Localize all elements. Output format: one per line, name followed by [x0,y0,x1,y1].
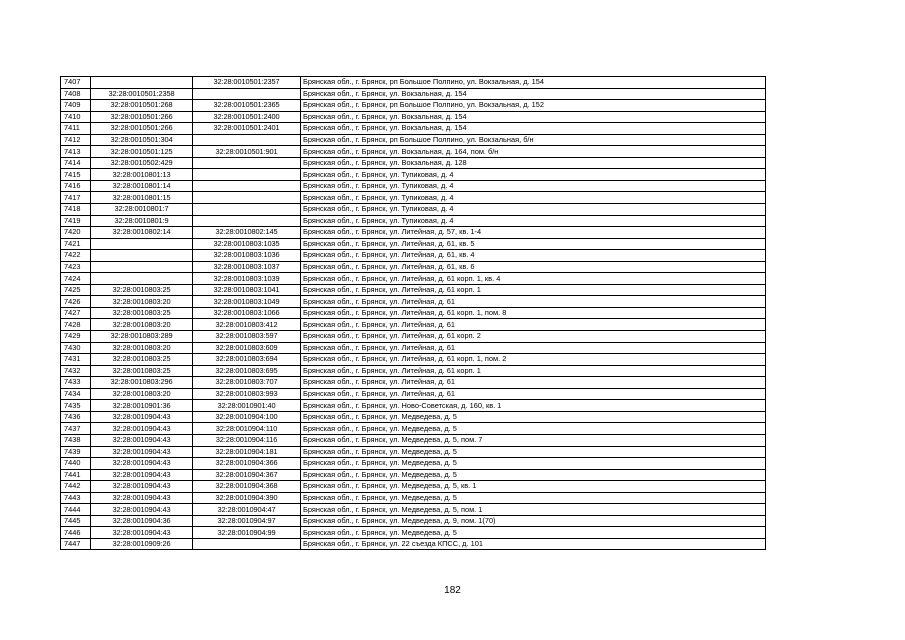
land-parcel-cadastral-cell: 32:28:0010904:36 [91,515,193,527]
land-parcel-cadastral-cell: 32:28:0010801:15 [91,192,193,204]
table-row [61,527,766,539]
land-parcel-cadastral-cell: 32:28:0010904:43 [91,411,193,423]
table-row [61,388,766,400]
table-row [61,250,766,262]
object-cadastral-cell: 32:28:0010501:2357 [193,77,301,89]
row-number-cell: 7418 [61,204,91,216]
row-number-cell: 7445 [61,515,91,527]
table-row [61,134,766,146]
address-cell: Брянская обл., г. Брянск, ул. Медведева, д. 5 [301,423,766,435]
object-cadastral-cell: 32:28:0010904:366 [193,458,301,470]
land-parcel-cadastral-cell: 32:28:0010803:296 [91,377,193,389]
land-parcel-cadastral-cell: 32:28:0010801:7 [91,204,193,216]
table-row [61,492,766,504]
land-parcel-cadastral-cell: 32:28:0010803:20 [91,342,193,354]
address-cell: Брянская обл., г. Брянск, ул. Вокзальная, д. 164, пом. б/н [301,146,766,158]
object-cadastral-cell: 32:28:0010501:2400 [193,111,301,123]
address-cell: Брянская обл., г. Брянск, ул. Тупиковая, д. 4 [301,215,766,227]
table-row [61,157,766,169]
address-cell: Брянская обл., г. Брянск, рп Большое Полпино, ул. Вокзальная, д. 154 [301,77,766,89]
row-number-cell: 7420 [61,227,91,239]
object-cadastral-cell: 32:28:0010904:390 [193,492,301,504]
address-cell: Брянская обл., г. Брянск, ул. Литейная, д. 61 [301,388,766,400]
row-number-cell: 7415 [61,169,91,181]
address-cell: Брянская обл., г. Брянск, ул. 22 съезда КПСС, д. 101 [301,538,766,550]
address-cell: Брянская обл., г. Брянск, ул. Тупиковая, д. 4 [301,192,766,204]
land-parcel-cadastral-cell: 32:28:0010803:25 [91,365,193,377]
table-row [61,238,766,250]
land-parcel-cadastral-cell: 32:28:0010501:268 [91,100,193,112]
table-row [61,469,766,481]
table-row [61,215,766,227]
table-row [61,504,766,516]
table-row [61,146,766,158]
land-parcel-cadastral-cell [91,238,193,250]
row-number-cell: 7407 [61,77,91,89]
object-cadastral-cell: 32:28:0010803:694 [193,354,301,366]
object-cadastral-cell: 32:28:0010803:1036 [193,250,301,262]
table-row [61,273,766,285]
address-cell: Брянская обл., г. Брянск, рп Большое Полпино, ул. Вокзальная, д. 152 [301,100,766,112]
address-cell: Брянская обл., г. Брянск, ул. Медведева, д. 5 [301,527,766,539]
table-row [61,446,766,458]
land-parcel-cadastral-cell: 32:28:0010904:43 [91,469,193,481]
object-cadastral-cell [193,180,301,192]
table-row [61,400,766,412]
page-number: 182 [444,585,461,596]
object-cadastral-cell [193,215,301,227]
table-row [61,261,766,273]
land-parcel-cadastral-cell: 32:28:0010501:2358 [91,88,193,100]
row-number-cell: 7428 [61,319,91,331]
land-parcel-cadastral-cell: 32:28:0010904:43 [91,527,193,539]
table-row [61,458,766,470]
row-number-cell: 7427 [61,307,91,319]
row-number-cell: 7422 [61,250,91,262]
property-table-body [61,77,766,550]
row-number-cell: 7447 [61,538,91,550]
object-cadastral-cell: 32:28:0010803:993 [193,388,301,400]
table-row [61,169,766,181]
land-parcel-cadastral-cell: 32:28:0010801:9 [91,215,193,227]
row-number-cell: 7430 [61,342,91,354]
address-cell: Брянская обл., г. Брянск, ул. Литейная, д. 61 [301,342,766,354]
address-cell: Брянская обл., г. Брянск, ул. Литейная, д. 61 корп. 1, пом. 8 [301,307,766,319]
row-number-cell: 7413 [61,146,91,158]
address-cell: Брянская обл., г. Брянск, рп Большое Полпино, ул. Вокзальная, б/н [301,134,766,146]
object-cadastral-cell: 32:28:0010803:1041 [193,284,301,296]
address-cell: Брянская обл., г. Брянск, ул. Литейная, д. 61 [301,377,766,389]
table-row [61,434,766,446]
address-cell: Брянская обл., г. Брянск, ул. Литейная, д. 61, кв. 4 [301,250,766,262]
table-row [61,377,766,389]
row-number-cell: 7431 [61,354,91,366]
address-cell: Брянская обл., г. Брянск, ул. Вокзальная, д. 154 [301,88,766,100]
address-cell: Брянская обл., г. Брянск, ул. Литейная, д. 61, кв. 6 [301,261,766,273]
table-row [61,411,766,423]
object-cadastral-cell: 32:28:0010803:1039 [193,273,301,285]
row-number-cell: 7440 [61,458,91,470]
object-cadastral-cell [193,538,301,550]
row-number-cell: 7441 [61,469,91,481]
land-parcel-cadastral-cell: 32:28:0010904:43 [91,446,193,458]
land-parcel-cadastral-cell: 32:28:0010904:43 [91,423,193,435]
table-row [61,365,766,377]
row-number-cell: 7437 [61,423,91,435]
object-cadastral-cell: 32:28:0010501:2401 [193,123,301,135]
address-cell: Брянская обл., г. Брянск, ул. Литейная, д. 61 [301,296,766,308]
address-cell: Брянская обл., г. Брянск, ул. Литейная, д. 61 [301,319,766,331]
object-cadastral-cell: 32:28:0010901:40 [193,400,301,412]
table-row [61,515,766,527]
object-cadastral-cell: 32:28:0010803:707 [193,377,301,389]
object-cadastral-cell: 32:28:0010803:1037 [193,261,301,273]
address-cell: Брянская обл., г. Брянск, ул. Ново-Советская, д. 160, кв. 1 [301,400,766,412]
address-cell: Брянская обл., г. Брянск, ул. Вокзальная, д. 154 [301,123,766,135]
row-number-cell: 7409 [61,100,91,112]
land-parcel-cadastral-cell [91,261,193,273]
row-number-cell: 7442 [61,481,91,493]
land-parcel-cadastral-cell: 32:28:0010904:43 [91,492,193,504]
land-parcel-cadastral-cell: 32:28:0010803:25 [91,354,193,366]
land-parcel-cadastral-cell: 32:28:0010801:14 [91,180,193,192]
table-row [61,180,766,192]
table-row [61,123,766,135]
table-row [61,192,766,204]
property-table [60,76,766,550]
row-number-cell: 7424 [61,273,91,285]
table-row [61,284,766,296]
object-cadastral-cell: 32:28:0010803:1066 [193,307,301,319]
address-cell: Брянская обл., г. Брянск, ул. Литейная, д. 57, кв. 1-4 [301,227,766,239]
land-parcel-cadastral-cell: 32:28:0010501:266 [91,123,193,135]
object-cadastral-cell: 32:28:0010904:100 [193,411,301,423]
address-cell: Брянская обл., г. Брянск, ул. Медведева, д. 9, пом. 1(70) [301,515,766,527]
land-parcel-cadastral-cell: 32:28:0010501:266 [91,111,193,123]
object-cadastral-cell: 32:28:0010803:609 [193,342,301,354]
address-cell: Брянская обл., г. Брянск, ул. Литейная, д. 61 корп. 1 [301,365,766,377]
object-cadastral-cell: 32:28:0010501:901 [193,146,301,158]
table-row [61,88,766,100]
address-cell: Брянская обл., г. Брянск, ул. Медведева, д. 5 [301,492,766,504]
land-parcel-cadastral-cell: 32:28:0010803:25 [91,307,193,319]
row-number-cell: 7438 [61,434,91,446]
address-cell: Брянская обл., г. Брянск, ул. Тупиковая, д. 4 [301,180,766,192]
land-parcel-cadastral-cell: 32:28:0010904:43 [91,481,193,493]
land-parcel-cadastral-cell: 32:28:0010803:20 [91,319,193,331]
address-cell: Брянская обл., г. Брянск, ул. Тупиковая, д. 4 [301,204,766,216]
address-cell: Брянская обл., г. Брянск, ул. Медведева, д. 5, пом. 1 [301,504,766,516]
object-cadastral-cell: 32:28:0010803:597 [193,331,301,343]
address-cell: Брянская обл., г. Брянск, ул. Медведева, д. 5 [301,469,766,481]
row-number-cell: 7433 [61,377,91,389]
land-parcel-cadastral-cell: 32:28:0010802:14 [91,227,193,239]
row-number-cell: 7436 [61,411,91,423]
land-parcel-cadastral-cell: 32:28:0010501:125 [91,146,193,158]
row-number-cell: 7434 [61,388,91,400]
table-row [61,296,766,308]
land-parcel-cadastral-cell: 32:28:0010803:289 [91,331,193,343]
object-cadastral-cell: 32:28:0010803:412 [193,319,301,331]
object-cadastral-cell [193,134,301,146]
table-row [61,342,766,354]
address-cell: Брянская обл., г. Брянск, ул. Медведева, д. 5 [301,411,766,423]
row-number-cell: 7443 [61,492,91,504]
row-number-cell: 7423 [61,261,91,273]
land-parcel-cadastral-cell: 32:28:0010803:20 [91,388,193,400]
row-number-cell: 7432 [61,365,91,377]
table-row [61,481,766,493]
object-cadastral-cell: 32:28:0010904:367 [193,469,301,481]
object-cadastral-cell: 32:28:0010904:99 [193,527,301,539]
address-cell: Брянская обл., г. Брянск, ул. Литейная, д. 61, кв. 5 [301,238,766,250]
address-cell: Брянская обл., г. Брянск, ул. Вокзальная, д. 154 [301,111,766,123]
table-row [61,319,766,331]
object-cadastral-cell: 32:28:0010803:1049 [193,296,301,308]
object-cadastral-cell [193,192,301,204]
object-cadastral-cell: 32:28:0010803:1035 [193,238,301,250]
table-row [61,307,766,319]
row-number-cell: 7419 [61,215,91,227]
land-parcel-cadastral-cell: 32:28:0010909:26 [91,538,193,550]
table-row [61,100,766,112]
land-parcel-cadastral-cell: 32:28:0010502:429 [91,157,193,169]
object-cadastral-cell: 32:28:0010904:116 [193,434,301,446]
table-row [61,423,766,435]
row-number-cell: 7444 [61,504,91,516]
row-number-cell: 7412 [61,134,91,146]
row-number-cell: 7435 [61,400,91,412]
object-cadastral-cell: 32:28:0010904:181 [193,446,301,458]
address-cell: Брянская обл., г. Брянск, ул. Литейная, д. 61 корп. 2 [301,331,766,343]
row-number-cell: 7446 [61,527,91,539]
land-parcel-cadastral-cell: 32:28:0010904:43 [91,504,193,516]
object-cadastral-cell: 32:28:0010803:695 [193,365,301,377]
row-number-cell: 7439 [61,446,91,458]
land-parcel-cadastral-cell: 32:28:0010803:25 [91,284,193,296]
address-cell: Брянская обл., г. Брянск, ул. Литейная, д. 61 корп. 1, кв. 4 [301,273,766,285]
table-row [61,331,766,343]
object-cadastral-cell [193,169,301,181]
address-cell: Брянская обл., г. Брянск, ул. Тупиковая, д. 4 [301,169,766,181]
object-cadastral-cell [193,157,301,169]
object-cadastral-cell: 32:28:0010904:97 [193,515,301,527]
row-number-cell: 7414 [61,157,91,169]
address-cell: Брянская обл., г. Брянск, ул. Медведева, д. 5 [301,458,766,470]
object-cadastral-cell: 32:28:0010802:145 [193,227,301,239]
row-number-cell: 7416 [61,180,91,192]
address-cell: Брянская обл., г. Брянск, ул. Медведева, д. 5, кв. 1 [301,481,766,493]
row-number-cell: 7417 [61,192,91,204]
object-cadastral-cell: 32:28:0010501:2365 [193,100,301,112]
object-cadastral-cell [193,88,301,100]
address-cell: Брянская обл., г. Брянск, ул. Литейная, д. 61 корп. 1, пом. 2 [301,354,766,366]
row-number-cell: 7426 [61,296,91,308]
address-cell: Брянская обл., г. Брянск, ул. Литейная, д. 61 корп. 1 [301,284,766,296]
object-cadastral-cell: 32:28:0010904:368 [193,481,301,493]
object-cadastral-cell: 32:28:0010904:47 [193,504,301,516]
land-parcel-cadastral-cell: 32:28:0010803:20 [91,296,193,308]
table-row [61,538,766,550]
row-number-cell: 7408 [61,88,91,100]
land-parcel-cadastral-cell [91,77,193,89]
land-parcel-cadastral-cell [91,250,193,262]
row-number-cell: 7425 [61,284,91,296]
land-parcel-cadastral-cell [91,273,193,285]
land-parcel-cadastral-cell: 32:28:0010904:43 [91,458,193,470]
table-row [61,354,766,366]
address-cell: Брянская обл., г. Брянск, ул. Медведева, д. 5 [301,446,766,458]
table-row [61,77,766,89]
table-row [61,227,766,239]
land-parcel-cadastral-cell: 32:28:0010801:13 [91,169,193,181]
object-cadastral-cell: 32:28:0010904:110 [193,423,301,435]
row-number-cell: 7421 [61,238,91,250]
object-cadastral-cell [193,204,301,216]
row-number-cell: 7429 [61,331,91,343]
land-parcel-cadastral-cell: 32:28:0010901:36 [91,400,193,412]
land-parcel-cadastral-cell: 32:28:0010904:43 [91,434,193,446]
row-number-cell: 7411 [61,123,91,135]
table-row [61,111,766,123]
table-row [61,204,766,216]
row-number-cell: 7410 [61,111,91,123]
land-parcel-cadastral-cell: 32:28:0010501:304 [91,134,193,146]
address-cell: Брянская обл., г. Брянск, ул. Вокзальная, д. 128 [301,157,766,169]
address-cell: Брянская обл., г. Брянск, ул. Медведева, д. 5, пом. 7 [301,434,766,446]
